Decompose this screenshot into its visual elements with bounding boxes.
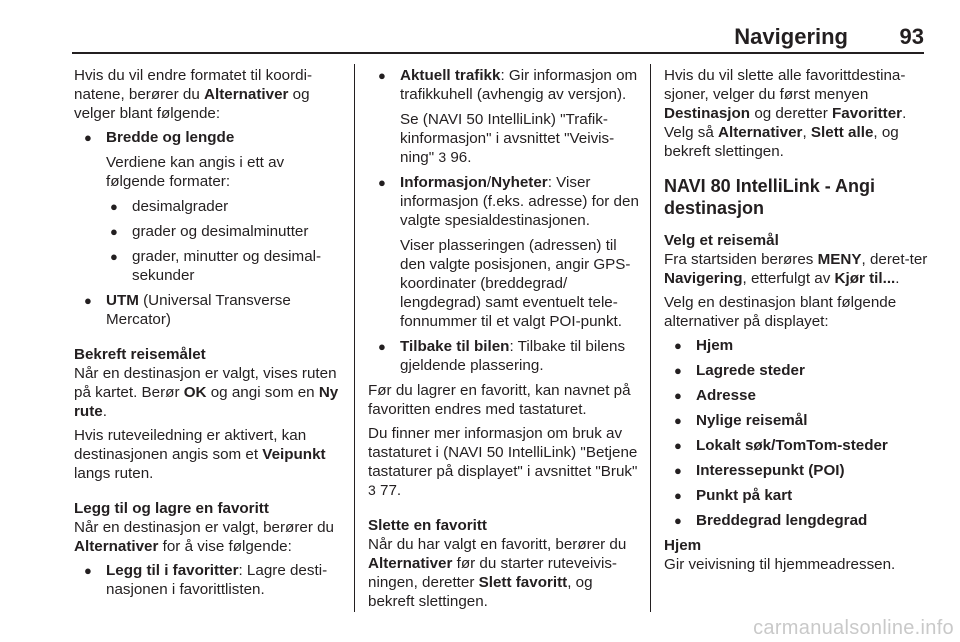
delete-text: Når du har valgt en favoritt, berører du Alternativer før du starter ruteveivis-ningen, deretter Slett favoritt, og bekreft slettingen.: [368, 536, 627, 610]
keyboard-text: Du finner mer informasjon om bruk av tastaturet i (NAVI 50 IntelliLink) "Betjene tastaturer på displayet" i avsnittet "Bruk" 3 77.: [368, 425, 638, 499]
bullet-traffic: ● Aktuell trafikk: Gir informasjon om trafikkuhell (avhengig av versjon).: [368, 66, 640, 104]
column-divider-2: [650, 64, 651, 612]
latlon-desc: Verdiene kan angis i ett av følgende formater:: [106, 154, 285, 190]
bullet-add-favorite: ● Legg til i favoritter: Lagre desti-nasjonen i favorittlisten.: [74, 561, 346, 599]
header-title: Navigering: [734, 24, 848, 49]
page-header: [0, 0, 960, 56]
watermark: carmanualsonline.info: [753, 617, 954, 639]
info-desc: Viser plasseringen (adressen) til den valgte posisjonen, angir GPS-koordinater (breddegrad/ lengdegrad) samt eventuelt tele-fonnummer til et valgt POI-punkt.: [400, 237, 631, 330]
destination-item: ● Breddegrad lengdegrad: [664, 511, 932, 530]
save-text: Før du lagrer en favoritt, kan navnet på favoritten endres med tastaturet.: [368, 382, 631, 418]
heading-favorite: Legg til og lagre en favoritt: [74, 500, 269, 517]
format-intro: Hvis du vil endre formatet til koordi-natene, berører du Alternativer og velger blant følgende:: [74, 67, 313, 122]
traffic-ref: Se (NAVI 50 IntelliLink) "Trafik-kinformasjon" i avsnittet "Veivis-ning" 3 96.: [400, 111, 615, 166]
select-text: Fra startsiden berøres MENY, deret-ter Navigering, etterfulgt av Kjør til....: [664, 251, 928, 287]
bullet-latlon: ● Bredde og lengde: [74, 128, 346, 147]
format-item: ● grader og desimalminutter: [74, 222, 346, 241]
guidance-text: Hvis ruteveiledning er aktivert, kan destinasjonen angis som et Veipunkt langs ruten.: [74, 427, 326, 482]
bullet-back-to-car: ● Tilbake til bilen: Tilbake til bilens gjeldende plassering.: [368, 337, 640, 375]
heading-select: Velg et reisemål: [664, 232, 779, 249]
confirm-text: Når en destinasjon er valgt, vises ruten på kartet. Berør OK og angi som en Ny rute.: [74, 365, 339, 420]
home-text: Gir veivisning til hjemmeadressen.: [664, 556, 896, 573]
page-number: 93: [899, 24, 924, 49]
column-1: [74, 66, 346, 612]
destination-item: ● Interessepunkt (POI): [664, 461, 932, 480]
heading-home: Hjem: [664, 537, 702, 554]
choose-text: Velg en destinasjon blant følgende alternativer på displayet:: [664, 294, 897, 330]
column-divider-1: [354, 64, 355, 612]
column-2: [368, 66, 640, 612]
column-3: [664, 66, 932, 612]
header-rule: [72, 52, 924, 54]
bullet-info-news: ● Informasjon/Nyheter: Viser informasjon (f.eks. adresse) for den valgte spesialdestinasjonen.: [368, 173, 640, 230]
favorite-text: Når en destinasjon er valgt, berører du Alternativer for å vise følgende:: [74, 519, 335, 555]
heading-confirm: Bekreft reisemålet: [74, 346, 206, 363]
destination-item: ● Adresse: [664, 386, 932, 405]
destination-item: ● Hjem: [664, 336, 932, 355]
destination-item: ● Lagrede steder: [664, 361, 932, 380]
page-ref-icon: 3: [438, 149, 447, 165]
destination-item: ● Lokalt søk/TomTom-steder: [664, 436, 932, 455]
section-heading: NAVI 80 IntelliLink - Angi destinasjon: [664, 176, 876, 218]
delete-all-text: Hvis du vil slette alle favorittdestina-sjoner, velger du først menyen Destinasjon og deretter Favoritter. Velg så Alternativer, Slett alle, og bekreft slettingen.: [664, 67, 907, 160]
format-item: ● desimalgrader: [74, 197, 346, 216]
destination-item: ● Punkt på kart: [664, 486, 932, 505]
heading-delete: Slette en favoritt: [368, 517, 487, 534]
bullet-utm: ● UTM (Universal Transverse Mercator): [74, 291, 346, 329]
destination-item: ● Nylige reisemål: [664, 411, 932, 430]
page-ref-icon: 3: [368, 482, 376, 498]
format-item: ● grader, minutter og desimal-sekunder: [74, 247, 346, 285]
